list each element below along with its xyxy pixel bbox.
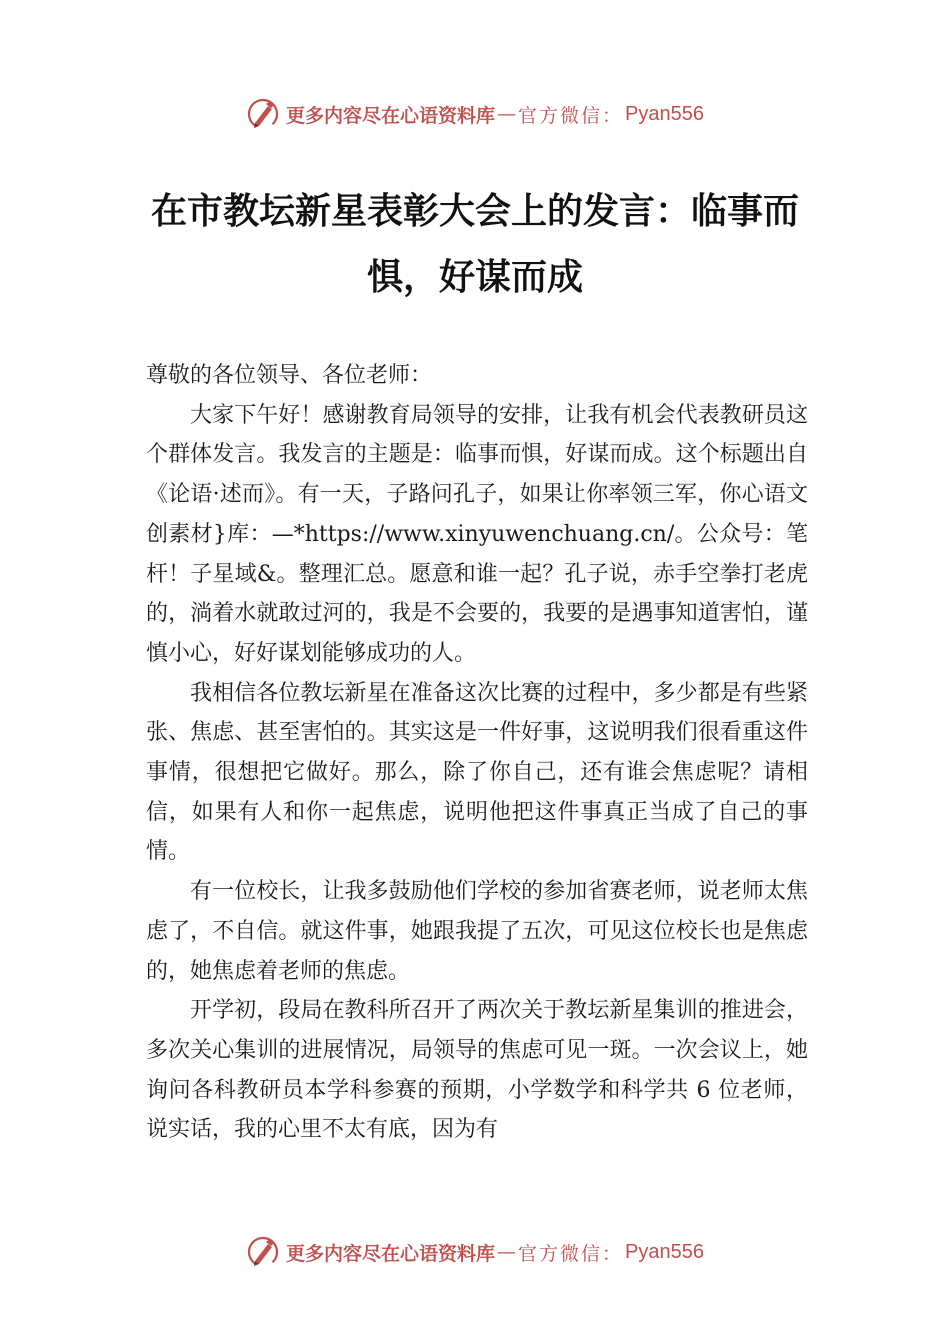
banner-wechat-id: Pyan556 [625, 102, 704, 125]
banner-main-text: 更多内容尽在心语资料库 [286, 1242, 496, 1265]
banner-main-text: 更多内容尽在心语资料库 [286, 104, 496, 127]
footer-banner [0, 1232, 950, 1272]
document-title: 在市教坛新星表彰大会上的发言：临事而惧，好谋而成 [150, 190, 799, 298]
document-body [146, 356, 808, 1150]
greeting: 尊敬的各位领导、各位老师： [146, 363, 433, 388]
banner-wechat-label: 官方微信： [518, 104, 624, 127]
paragraph-4: 开学初，段局在教科所召开了两次关于教坛新星集训的推进会，多次关心集训的进展情况，局领导的焦虑可见一斑。一次会议上，她询问各科教研员本学科参赛的预期，小学数学和科学共 6 位老师，说实话，我的心里不太有底，因为有 [146, 998, 808, 1143]
paragraph-3: 有一位校长，让我多鼓励他们学校的参加省赛老师，说老师太焦虑了，不自信。就这件事，她跟我提了五次，可见这位校长也是焦虑的，她焦虑着老师的焦虑。 [146, 879, 808, 984]
banner-dash: — [497, 103, 517, 125]
pen-logo-icon [246, 97, 280, 131]
banner-dash: — [497, 1241, 517, 1263]
header-banner [0, 94, 950, 134]
pen-logo-icon [246, 1235, 280, 1269]
paragraph-2: 我相信各位教坛新星在准备这次比赛的过程中，多少都是有些紧张、焦虑、甚至害怕的。其实这是一件好事，这说明我们很看重这件事情，很想把它做好。那么，除了你自己，还有谁会焦虑呢？请相信，如果有人和你一起焦虑，说明他把这件事真正当成了自己的事情。 [146, 680, 808, 865]
paragraph-1: 大家下午好！感谢教育局领导的安排，让我有机会代表教研员这个群体发言。我发言的主题是：临事而惧，好谋而成。这个标题出自《论语·述而》。有一天，子路问孔子，如果让你率领三军，你心语文创素材}库：—*https://www.xinyuwenchuang.cn/。公众号：笔杆！子星域&。整理汇总。愿意和谁一起？孔子说，赤手空拳打老虎的，淌着水就敢过河的，我是不会要的，我要的是遇事知道害怕，谨慎小心，好好谋划能够成功的人。 [146, 402, 808, 666]
banner-wechat-id: Pyan556 [625, 1240, 704, 1263]
banner-wechat-label: 官方微信： [518, 1242, 624, 1265]
